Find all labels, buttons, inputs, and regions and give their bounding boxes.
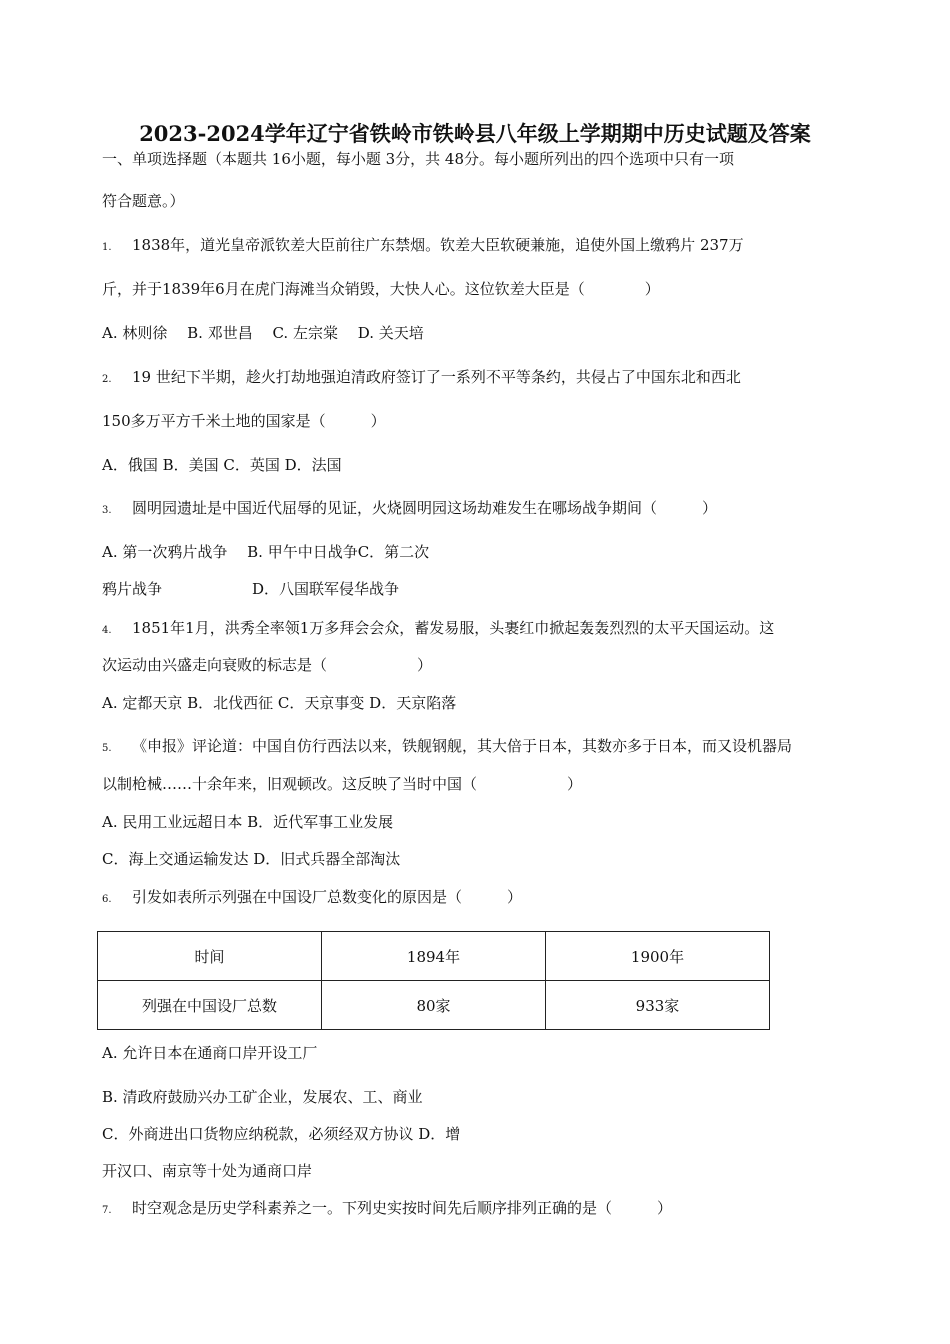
question-text: 1851年1月，洪秀全率领1万多拜会会众，蓄发易服，头裹红巾掀起轰轰烈烈的太平天国运动。这: [132, 619, 775, 637]
question-number: 7.: [102, 1205, 112, 1216]
question-text: 引发如表所示列强在中国设厂总数变化的原因是（ ）: [132, 888, 523, 906]
question-6-option-b: B. 清政府鼓励兴办工矿企业，发展农、工、商业: [102, 1088, 423, 1106]
question-5-cont: 以制枪械……十余年来，旧观顿改。这反映了当时中国（ ）: [102, 775, 583, 793]
question-3-options: A. 第一次鸦片战争 B. 甲午中日战争C．第二次: [102, 543, 430, 561]
question-5-options-c: C．海上交通运输发达 D．旧式兵器全部淘汰: [102, 850, 401, 868]
question-number: 1.: [102, 242, 112, 253]
question-3: [102, 498, 717, 521]
table-cell: 933家: [546, 981, 770, 1030]
table-row: [98, 981, 770, 1030]
question-2-cont: 150多万平方千米土地的国家是（ ）: [102, 412, 386, 430]
question-4: [102, 618, 774, 641]
table-cell: 80家: [322, 981, 546, 1030]
question-1: [102, 235, 744, 258]
question-4-cont: 次运动由兴盛走向衰败的标志是（ ）: [102, 656, 433, 674]
data-table: [97, 931, 770, 1030]
question-6: [102, 887, 522, 910]
table-header-cell: 1894年: [322, 932, 546, 981]
question-1-cont: 斤，并于1839年6月在虎门海滩当众销毁，大快人心。这位钦差大臣是（ ）: [102, 280, 660, 298]
section-heading: 一、单项选择题（本题共 16小题，每小题 3分，共 48分。每小题所列出的四个选项中只有一项: [102, 150, 735, 168]
table-cell: 列强在中国设厂总数: [98, 981, 322, 1030]
table-header-cell: 时间: [98, 932, 322, 981]
question-6-option-cd-cont: 开汉口、南京等十处为通商口岸: [102, 1162, 313, 1180]
table-header-cell: 1900年: [546, 932, 770, 981]
question-number: 6.: [102, 894, 112, 905]
table-row: [98, 932, 770, 981]
question-number: 3.: [102, 505, 112, 516]
question-5-options-a: A. 民用工业远超日本 B．近代军事工业发展: [102, 813, 394, 831]
question-2-options: A．俄国 B．美国 C．英国 D．法国: [102, 456, 342, 474]
question-6-option-a: A. 允许日本在通商口岸开设工厂: [102, 1044, 318, 1062]
question-text: 时空观念是历史学科素养之一。下列史实按时间先后顺序排列正确的是（ ）: [132, 1199, 673, 1217]
question-text: 圆明园遗址是中国近代屈辱的见证，火烧圆明园这场劫难发生在哪场战争期间（ ）: [132, 499, 718, 517]
question-2: [102, 367, 741, 390]
question-text: 1838年，道光皇帝派钦差大臣前往广东禁烟。钦差大臣软硬兼施，追使外国上缴鸦片 237万: [132, 236, 744, 254]
question-1-options: A. 林则徐 B. 邓世昌 C. 左宗棠 D. 关天培: [102, 324, 424, 342]
question-6-option-cd: C．外商进出口货物应纳税款，必须经双方协议 D．增: [102, 1125, 461, 1143]
question-number: 4.: [102, 625, 112, 636]
document-title: 2023-2024学年辽宁省铁岭市铁岭县八年级上学期期中历史试题及答案: [139, 121, 811, 146]
question-number: 2.: [102, 374, 112, 385]
question-4-options: A. 定都天京 B．北伐西征 C．天京事变 D．天京陷落: [102, 694, 457, 712]
question-5: [102, 736, 792, 759]
section-heading-cont: 符合题意。）: [102, 192, 185, 210]
question-3-options-cont: 鸦片战争 D．八国联军侵华战争: [102, 580, 400, 598]
question-text: 19 世纪下半期，趁火打劫地强迫清政府签订了一系列不平等条约，共侵占了中国东北和西北: [132, 368, 741, 386]
question-text: 《申报》评论道：中国自仿行西法以来，铁舰钢舰，其大倍于日本，其数亦多于日本，而又设机器局: [132, 737, 793, 755]
question-number: 5.: [102, 743, 112, 754]
question-7: [102, 1198, 672, 1221]
